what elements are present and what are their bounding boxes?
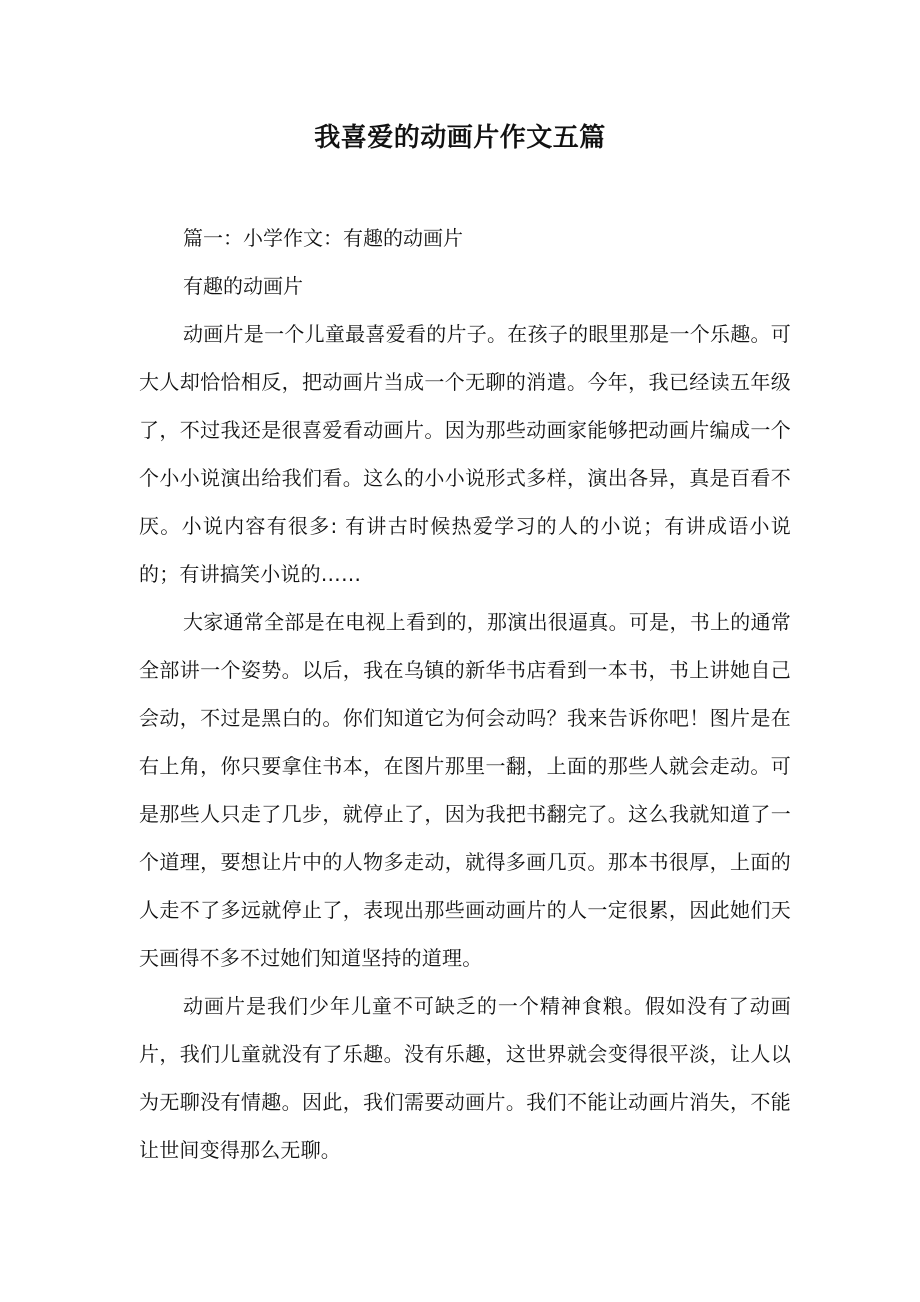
document-title: 我喜爱的动画片作文五篇: [314, 123, 606, 153]
paragraph-2: 大家通常全部是在电视上看到的，那演出很逼真。可是，书上的通常全部讲一个姿势。以后，我在乌镇的新华书店看到一本书，书上讲她自己会动，不过是黑白的。你们知道它为何会动吗？我来告诉你吧！图片是在右上角，你只要拿住书本，在图片那里一翻，上面的那些人就会走动。可是那些人只走了几步，就停止了，因为我把书翻完了。这么我就知道了一个道理，要想让片中的人物多走动，就得多画几页。那本书很厚，上面的人走不了多远就停止了，表现出那些画动画片的人一定很累，因此她们天天画得不多不过她们知道坚持的道理。: [139, 610, 791, 970]
section-heading: 篇一：小学作文：有趣的动画片: [183, 226, 463, 250]
paragraph-1: 动画片是一个儿童最喜爱看的片子。在孩子的眼里那是一个乐趣。可大人却恰恰相反，把动画片当成一个无聊的消遣。今年，我已经读五年级了，不过我还是很喜爱看动画片。因为那些动画家能够把动画片编成一个个小小说演出给我们看。这么的小小说形式多样，演出各异，真是百看不厌。小说内容有很多: 有讲古时候热爱学习的人的小说；有讲成语小说的；有讲搞笑小说的……: [139, 322, 791, 586]
paragraph-3: 动画片是我们少年儿童不可缺乏的一个精神食粮。假如没有了动画片，我们儿童就没有了乐趣。没有乐趣，这世界就会变得很平淡，让人以为无聊没有情趣。因此，我们需要动画片。我们不能让动画片消失，不能让世间变得那么无聊。: [139, 994, 791, 1162]
article-title: 有趣的动画片: [183, 274, 303, 298]
document-body: [139, 214, 791, 1174]
